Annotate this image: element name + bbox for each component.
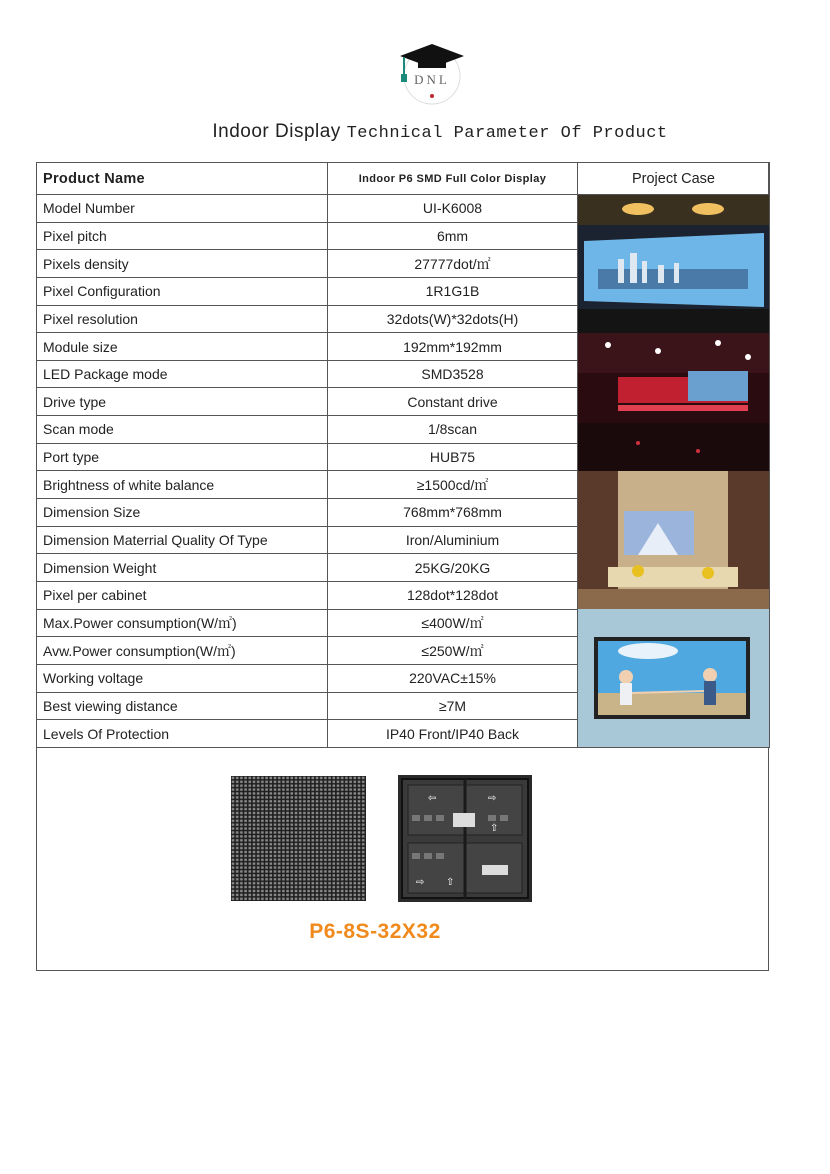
spec-label: Dimension Size: [37, 499, 328, 527]
arrow-icon: ⇧: [490, 823, 499, 834]
spec-label: Port type: [37, 443, 328, 471]
spec-value: ≤400W/㎡: [328, 609, 578, 637]
title-part-1: Indoor Display: [212, 121, 341, 142]
spec-label: Brightness of white balance: [37, 471, 328, 499]
table-header-row: [37, 163, 770, 195]
case-photo-red-stage: [578, 333, 769, 471]
project-case-photos: [578, 195, 770, 748]
spec-value: ≤250W/㎡: [328, 637, 578, 665]
spec-label: Pixel per cabinet: [37, 581, 328, 609]
spec-value: 32dots(W)*32dots(H): [328, 305, 578, 333]
spec-label: Dimension Materrial Quality Of Type: [37, 526, 328, 554]
spec-value: IP40 Front/IP40 Back: [328, 720, 578, 748]
spec-label: Model Number: [37, 195, 328, 223]
led-module-back-image: [398, 775, 532, 902]
spec-label: LED Package mode: [37, 360, 328, 388]
spec-label: Working voltage: [37, 664, 328, 692]
spec-value: 1R1G1B: [328, 277, 578, 305]
arrow-icon: ⇨: [488, 793, 497, 804]
spec-label: Drive type: [37, 388, 328, 416]
page-title: [0, 121, 830, 143]
spec-value: 128dot*128dot: [328, 581, 578, 609]
header-project-case: Project Case: [578, 163, 770, 195]
logo-letters: DNL: [414, 72, 450, 87]
spec-label: Avw.Power consumption(W/㎡): [37, 637, 328, 665]
case-photo-couple-screen: [578, 609, 769, 747]
spec-value: HUB75: [328, 443, 578, 471]
spec-value: SMD3528: [328, 360, 578, 388]
spec-label: Levels Of Protection: [37, 720, 328, 748]
module-caption: P6-8S-32X32: [309, 920, 441, 943]
spec-value: ≥1500cd/㎡: [328, 471, 578, 499]
spec-label: Module size: [37, 333, 328, 361]
spec-value: Iron/Aluminium: [328, 526, 578, 554]
case-photo-lobby: [578, 471, 769, 609]
spec-label: Pixel resolution: [37, 305, 328, 333]
arrow-icon: ⇧: [446, 877, 455, 888]
spec-value: UI-K6008: [328, 195, 578, 223]
spec-table: [36, 162, 770, 748]
case-photo-conference-hall: [578, 195, 769, 333]
spec-label: Max.Power consumption(W/㎡): [37, 609, 328, 637]
spec-label: Best viewing distance: [37, 692, 328, 720]
spec-value: ≥7M: [328, 692, 578, 720]
spec-label: Scan mode: [37, 416, 328, 444]
spec-value: 25KG/20KG: [328, 554, 578, 582]
spec-value: 1/8scan: [328, 416, 578, 444]
table-row: [37, 195, 770, 223]
header-product-value: Indoor P6 SMD Full Color Display: [328, 163, 578, 195]
arrow-icon: ⇨: [416, 877, 425, 888]
spec-label: Pixel pitch: [37, 222, 328, 250]
spec-value: Constant drive: [328, 388, 578, 416]
spec-value: 192mm*192mm: [328, 333, 578, 361]
spec-value: 768mm*768mm: [328, 499, 578, 527]
spec-value: 6mm: [328, 222, 578, 250]
brand-logo: [396, 38, 468, 108]
led-module-front-image: [231, 776, 366, 901]
header-product-name: Product Name: [37, 163, 328, 195]
spec-label: Pixel Configuration: [37, 277, 328, 305]
spec-value: 27777dot/㎡: [328, 250, 578, 278]
spec-value: 220VAC±15%: [328, 664, 578, 692]
arrow-icon: ⇦: [428, 793, 437, 804]
spec-label: Dimension Weight: [37, 554, 328, 582]
spec-label: Pixels density: [37, 250, 328, 278]
title-part-2: Technical Parameter Of Product: [346, 124, 668, 143]
